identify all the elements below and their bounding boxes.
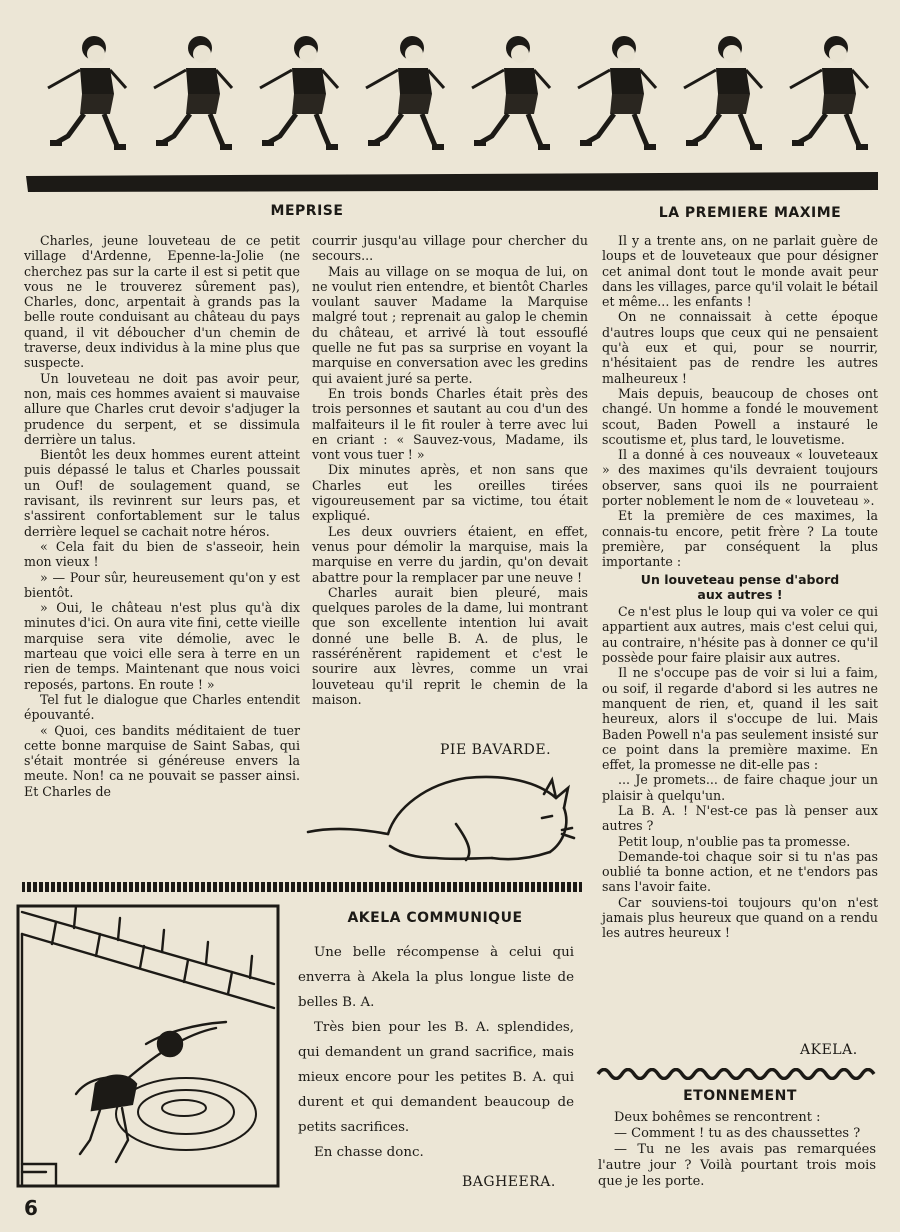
page-number: 6 — [24, 1196, 38, 1220]
akela-communique-body — [298, 940, 574, 1165]
paragraph: Charles aurait bien pleuré, mais quelques paroles de la dame, lui montrant que son excellente intention lui avait donné une belle B. A. de plus, le rasséréněrent rapidement et c'est le sourire aux lèvres, comme un vrai louveteau qu'il reprit le chemin de la maison. — [312, 584, 588, 707]
paragraph: En chasse donc. — [314, 1145, 424, 1160]
hatched-divider — [22, 882, 582, 892]
paragraph: Deux bohêmes se rencontrent : — [614, 1110, 821, 1125]
cat-sketch-icon — [306, 768, 576, 868]
paragraph: En trois bonds Charles était près des trois personnes et sautant au cou d'un des malfaiteurs il le fit rouler à terre avec lui en criant : « Sauvez-vous, Madame, ils vont vous tuer ! » — [312, 385, 588, 463]
maxime-column — [602, 233, 878, 941]
meprise-signature: PIE BAVARDE. — [440, 742, 552, 758]
paragraph: Petit loup, n'oublie pas ta promesse. — [618, 833, 851, 849]
paragraph: Il a donné à ces nouveaux « louveteaux » des maximes qu'ils devraient toujours observer, sans quoi ils ne pourraient porter noblement le nom de « louveteau ». — [602, 447, 878, 509]
paragraph: « Quoi, ces bandits méditaient de tuer cette bonne marquise de Saint Sabas, qui s'était montrée si généreuse envers la meute. Non! ca ne pouvait se passer ainsi. Et Charles de — [24, 722, 300, 799]
paragraph: On ne connaissait à cette époque d'autres loups que ceux qui ne pensaient qu'à eux et qui, pour se nourrir, n'hésitaient pas de rendre les autres malheureux ! — [602, 309, 878, 386]
paragraph: ... Je promets... de faire chaque jour un plaisir à quelqu'un. — [602, 772, 878, 803]
paragraph: La B. A. ! N'est-ce pas là penser aux autres ? — [602, 802, 878, 834]
meprise-column-2 — [312, 233, 588, 707]
akela-communique-title: AKELA COMMUNIQUE — [347, 910, 523, 926]
paragraph: Car souviens-toi toujours qu'on n'est jamais plus heureux que quand on a rendu les autres heureux ! — [602, 894, 878, 941]
paragraph: « Cela fait du bien de s'asseoir, hein mon vieux ! — [24, 538, 300, 570]
paragraph: — Comment ! tu as des chaussettes ? — [614, 1126, 861, 1141]
paragraph: Bientôt les deux hommes eurent atteint puis dépassé le talus et Charles poussait un Ouf! de soulagement quand, se ravisant, ils revinrent sur leurs pas, et s'assirent confortablement sur le talus derrière lequel se cachait notre héros. — [24, 447, 300, 539]
paragraph: Une belle récompense à celui qui enverra à Akela la plus longue liste de belles B. A. — [298, 945, 574, 1010]
paragraph: Mais depuis, beaucoup de choses ont changé. Un homme a fondé le mouvement scout, Baden Powell a instauré le scoutisme et, plus tard, le louvetisme. — [602, 385, 878, 447]
marching-cubs-banner — [24, 14, 880, 194]
paragraph: » Oui, le château n'est plus qu'à dix minutes d'ici. On aura vite fini, cette vieille marquise sera vite démolie, avec le marteau que voici elle sera à terre en un rien de temps. Maintenant que nous voici reposés, partons. En route ! » — [24, 600, 300, 692]
scout-at-wall-icon — [16, 904, 280, 1190]
paragraph: Les deux ouvriers étaient, en effet, venus pour démolir la marquise, mais la marquise en verre du jardin, qu'on devait abattre pour la remplacer par une neuve ! — [312, 523, 588, 585]
etonnement-title: ETONNEMENT — [683, 1088, 797, 1104]
paragraph: Mais au village on se moqua de lui, on ne voulut rien entendre, et bientôt Charles voulant sauver Madame la Marquise malgré tout ; reprenait au galop le chemin du château, et arrivé là tout essouflé quelle ne fut pas sa surprise en voyant la marquise en conversation avec les gredins qui avaient juré sa perte. — [312, 263, 588, 386]
paragraph: Charles, jeune louveteau de ce petit village d'Ardenne, Epenne-la-Jolie (ne cherchez pas sur la carte il est si petit que vous ne le trouverez sûrement pas), Charles, donc, arpentait à grands pas la belle route conduisant au château du pays quand, il vit déboucher d'un chemin de traverse, deux individus à la mine plus que suspecte. — [24, 233, 300, 371]
paragraph: courrir jusqu'au village pour chercher du secours... — [312, 233, 588, 264]
meprise-title: MEPRISE — [270, 203, 344, 219]
paragraph: Très bien pour les B. A. splendides, qui demandent un grand sacrifice, mais mieux encore pour les petites B. A. qui durent et qui demandent beaucoup de petits sacrifices. — [298, 1020, 574, 1135]
paragraph: — Tu ne les avais pas remarquées l'autre jour ? Voilà pourtant trois mois que je les porte. — [598, 1142, 876, 1189]
maxime-title: LA PREMIERE MAXIME — [658, 205, 842, 221]
maxim-motto: Un louveteau pense d'abord aux autres ! — [640, 571, 840, 602]
paragraph: Ce n'est plus le loup qui va voler ce qui appartient aux autres, mais c'est celui qui, au contraire, n'hésite pas à donner ce qu'il possède pour faire plaisir aux autres. — [602, 604, 878, 666]
paragraph: Tel fut le dialogue que Charles entendit épouvanté. — [24, 691, 300, 723]
paragraph: Et la première de ces maximes, la connais-tu encore, petit frère ? La toute première, par conséquent la plus importante : — [602, 508, 878, 570]
paragraph: Un louveteau ne doit pas avoir peur, non, mais ces hommes avaient si mauvaise allure que Charles crut devoir s'adjuger la prudence du serpent, et se dissimula derrière un talus. — [24, 370, 300, 447]
paragraph: Il y a trente ans, on ne parlait guère de loups et de louveteaux que pour désigner cet animal dont tout le monde avait peur dans les villages, parce qu'il volait le bétail et même... les enfants ! — [602, 233, 878, 310]
paragraph: Il ne s'occupe pas de voir si lui a faim, ou soif, il regarde d'abord si les autres ne manquent de rien, et, quand il les sait heureux, alors il s'occupe de lui. Mais Baden Powell n'a pas seulement insisté sur ce point dans la première maxime. En effet, la promesse ne dit-elle pas : — [602, 665, 878, 773]
wavy-divider — [596, 1068, 880, 1080]
paragraph: Demande-toi chaque soir si tu n'as pas oublié ta bonne action, et ne t'endors pas sans l'avoir faite. — [602, 848, 878, 895]
etonnement-body — [598, 1110, 876, 1190]
paragraph: Dix minutes après, et non sans que Charles eut les oreilles tirées vigoureusement par sa victime, tou était expliqué. — [312, 462, 588, 524]
akela-communique-signature: BAGHEERA. — [462, 1174, 556, 1190]
maxime-signature: AKELA. — [800, 1042, 858, 1058]
cub-row — [48, 36, 868, 150]
paragraph: » — Pour sûr, heureusement qu'on y est bientôt. — [24, 569, 300, 600]
meprise-column-1 — [24, 233, 300, 799]
